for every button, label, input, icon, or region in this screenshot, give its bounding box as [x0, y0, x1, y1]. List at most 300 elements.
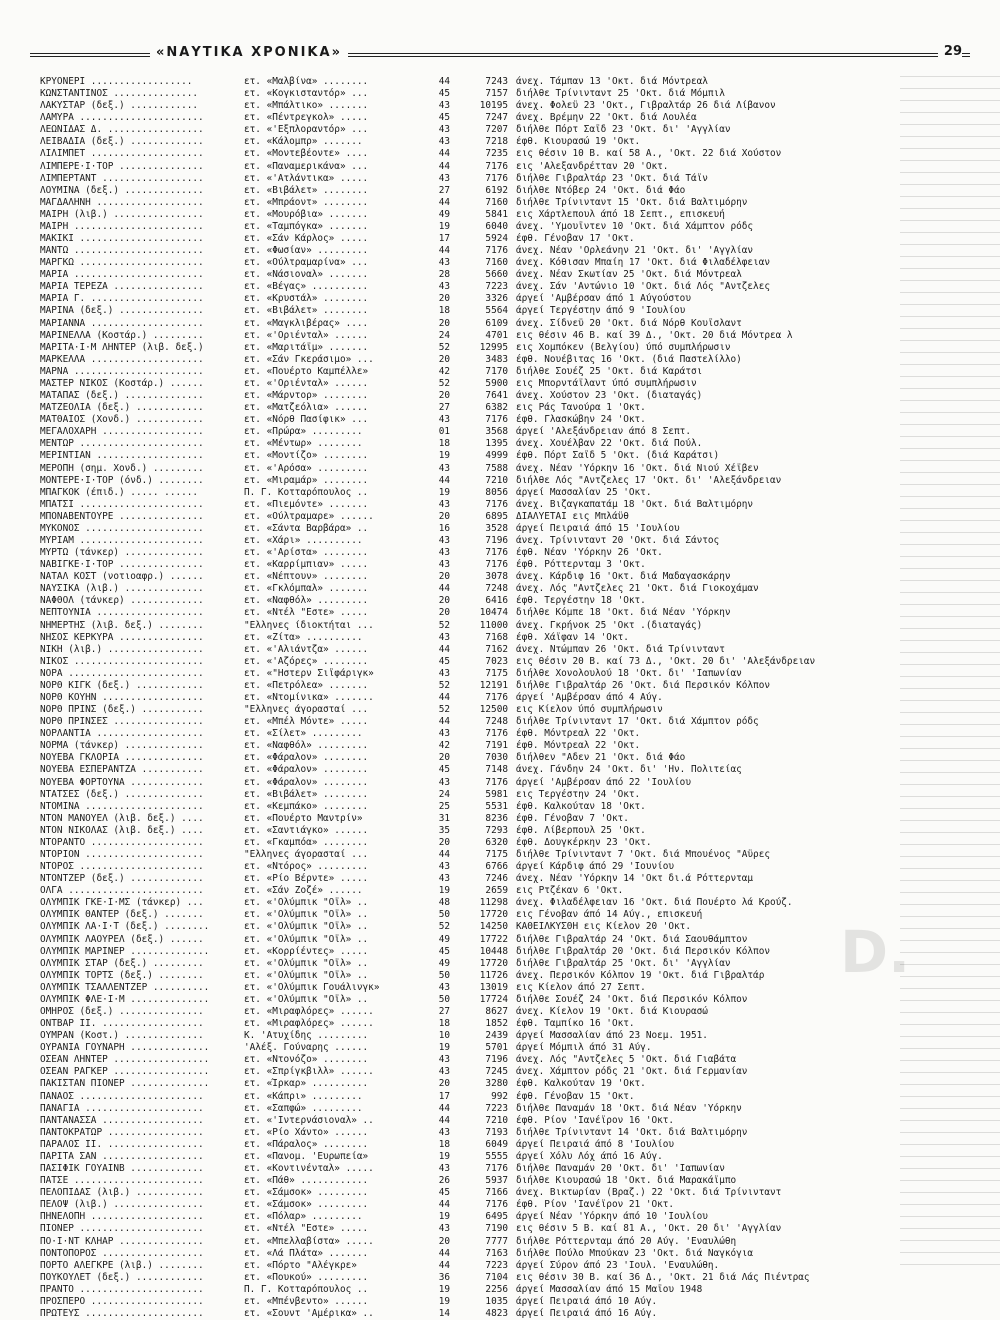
table-row	[40, 1078, 940, 1090]
ship-name: ΟΣΕΑΝ ΡΑΓΚΕΡ .................	[40, 1066, 210, 1078]
ship-tonnage: 20	[438, 1078, 450, 1090]
ship-name: ΜΠΑΤΣΙ ......................	[40, 498, 204, 510]
ship-register: 17720	[479, 957, 508, 969]
table-row	[40, 1260, 940, 1272]
ship-status: άργεί Νέαν 'Υόρκην άπό 10 'Ιουλίου	[516, 1211, 708, 1223]
ship-tonnage: 44	[438, 474, 450, 486]
ship-status: έφθ. Γένοβαν 15 'Οκτ.	[516, 1090, 635, 1102]
ship-register: 5564	[485, 305, 508, 317]
ship-name: ΠΡΟΣΠΕΡΟ ....................	[40, 1295, 204, 1307]
ship-status: εις θέσιν 30 Β. καί 36 Δ., 'Οκτ. 21 διά Λάς Πιέντρας	[516, 1271, 810, 1283]
table-row	[40, 185, 940, 197]
ship-name: ΝΤΟΝ ΝΙΚΟΛΑΣ (λιβ. δεξ.) ....	[40, 824, 204, 836]
ship-name: ΛΕΙΒΑΔΙΑ (δεξ.) .............	[40, 136, 204, 148]
ship-status: άνεχ. Τάμπαν 13 'Οκτ. διά Μόντρεαλ	[516, 76, 708, 87]
ship-status: διήλθε Τρίνινταντ 25 'Οκτ. διά Μόμπιλ	[516, 88, 725, 100]
table-row	[40, 511, 940, 523]
ship-tonnage: 20	[438, 510, 450, 522]
ship-name: ΜΑΡΓΚΩ ......................	[40, 257, 204, 269]
ship-register: 5555	[485, 1150, 508, 1162]
ship-owner: ετ. «'Εξπλοραντόρ» ...	[244, 124, 369, 136]
table-row	[40, 1054, 940, 1066]
table-row	[40, 173, 940, 185]
ship-tonnage: 43	[438, 631, 450, 643]
table-row	[40, 161, 940, 173]
ship-name: ΟΛΓΑ ........................	[40, 885, 204, 897]
ship-register: 3528	[485, 522, 508, 534]
ship-tonnage: 44	[438, 583, 450, 595]
ship-status: άργεί Πειραιά άπό 8 'Ιουλίου	[516, 1138, 675, 1150]
ship-register: 7163	[485, 1247, 508, 1259]
ship-status: διήλθε Κιουρασώ 18 'Οκτ. διά Μαρακάϊμπο	[516, 1175, 737, 1187]
ship-register: 7196	[485, 534, 508, 546]
ship-name: ΝΗΣΟΣ ΚΕΡΚΥΡΑ ...............	[40, 631, 204, 643]
ship-tonnage: 43	[438, 498, 450, 510]
ship-status: εις Τεργέστην 24 'Οκτ.	[516, 788, 641, 800]
ship-register: 7235	[485, 148, 508, 160]
ship-owner: ετ. «Κεμπάκο» ........	[244, 800, 369, 812]
ship-status: εις θέσιν 10 Β. καί 58 Α., 'Οκτ. 22 διά Χούστον	[516, 148, 782, 160]
ship-status: έφθ. Μόντρεαλ 22 'Οκτ.	[516, 740, 641, 752]
ship-owner: ετ. «Λά Πλάτα» .......	[244, 1247, 369, 1259]
ship-register: 6495	[485, 1211, 508, 1223]
page-number: 29	[938, 44, 962, 59]
ship-status: διήλθε Τρίνινταντ 7 'Οκτ. διά Μπουένος "Αϋρες	[516, 849, 770, 860]
ship-register: 6320	[485, 836, 508, 848]
ship-owner: ετ. «'Ατλάντικα» .....	[244, 172, 369, 184]
ship-name: ΜΕΡΟΠΗ (σημ. Χονδ.) .........	[40, 462, 204, 474]
ship-owner: ετ. «Νάσιοναλ» .......	[244, 269, 369, 281]
journal-title: «ΝΑΥΤΙΚΑ ΧΡΟΝΙΚΑ»	[150, 45, 348, 60]
ship-register: 12500	[479, 704, 508, 716]
ship-status: διήλθε Τρίνινταντ 15 'Οκτ. διά Βαλτιμόρην	[516, 196, 748, 208]
ship-owner: ετ. «Πιεμόντε» .......	[244, 498, 369, 510]
ship-owner: ετ. «Μιραμάρ» ........	[244, 474, 369, 486]
ship-tonnage: 20	[438, 1235, 450, 1247]
ship-status: άνεχ. Γκρήνοκ 25 'Οκτ .(διαταγάς)	[516, 619, 703, 631]
ship-tonnage: 19	[438, 1150, 450, 1162]
ship-tonnage: 43	[438, 534, 450, 546]
ship-name: ΜΑΤΘΑΙΟΣ (Χονδ.) ............	[40, 414, 204, 426]
ship-tonnage: 43	[438, 861, 450, 873]
ship-status: άνεχ. Ντώμπαν 26 'Οκτ. διά Τρίνινταντ	[516, 643, 725, 655]
ship-tonnage: 36	[438, 1271, 450, 1283]
ship-tonnage: 44	[438, 716, 450, 728]
ship-tonnage: 52	[438, 921, 450, 933]
ship-owner: ετ. «'Ολύμπικ "Οϊλ» ..	[244, 897, 369, 909]
ship-register: 7777	[485, 1235, 508, 1247]
ship-status: έφθ. Δουγκέρκην 23 'Οκτ.	[516, 836, 652, 848]
ship-name: ΝΤΑΤΣΕΣ (δεξ.) ..............	[40, 788, 204, 800]
ship-tonnage: 20	[438, 752, 450, 764]
ship-name: ΜΑΚΙΚΙ ......................	[40, 233, 204, 245]
ship-owner: ετ. «Κοντινένταλ» .....	[244, 1163, 374, 1175]
ship-tonnage: 19	[438, 1295, 450, 1307]
ship-tonnage: 43	[438, 136, 450, 148]
ship-name: ΠΑΡΙΤΑ ΣΑΝ ..................	[40, 1150, 204, 1162]
ship-status: άνεχ. Κόθισαν Μπαίη 17 'Οκτ. διά Φιλαδέλφειαν	[516, 257, 770, 269]
table-row	[40, 378, 940, 390]
ship-tonnage: 43	[438, 981, 450, 993]
ship-name: ΜΑΡΙΤΑ·Ι·Μ ΛΗΝΤΕΡ (λιβ. δεξ.)	[40, 341, 204, 353]
ship-tonnage: 44	[438, 691, 450, 703]
ship-register: 6416	[485, 595, 508, 607]
ship-tonnage: 43	[438, 776, 450, 788]
ship-register: 7176	[485, 776, 508, 788]
ship-name: ΟΛΥΜΠΙΚ ΜΑΡΙΝΕΡ ..............	[40, 945, 210, 957]
ship-register: 17724	[479, 993, 508, 1005]
ship-status: άργεί Τεργέστην άπό 9 'Ιουλίου	[516, 305, 686, 317]
ship-name: ΜΑΡΙΑ .......................	[40, 269, 204, 281]
ship-register: 7176	[485, 1163, 508, 1175]
ship-register: 7193	[485, 1126, 508, 1138]
ship-register: 10448	[479, 945, 508, 957]
table-row	[40, 1163, 940, 1175]
ship-register: 2256	[485, 1283, 508, 1295]
ship-status: ΔΙΑΛΥΕΤΑΙ εις Μπλάϋθ	[516, 510, 629, 522]
ship-name: ΟΛΥΜΠΙΚ ΤΟΡΤΣ (δεξ.) ........	[40, 969, 204, 981]
table-row	[40, 559, 940, 571]
ship-status: άργεί 'Αλεξάνδρειαν άπό 8 Σεπτ.	[516, 426, 691, 438]
table-row	[40, 1187, 940, 1199]
ship-name: ΝΑΥΣΙΚΑ (λιβ.) ..............	[40, 583, 204, 595]
ship-register: 7176	[485, 245, 508, 257]
ship-name: ΜΑΓΔΑΛΗΝΗ ...................	[40, 196, 204, 208]
ship-tonnage: 26	[438, 1175, 450, 1187]
ship-name: ΝΟΡΘ ΚΙΓΚ (δεξ.) ............	[40, 679, 204, 691]
ship-status: εις Ράς Τανούρα 1 'Οκτ.	[516, 402, 646, 414]
ship-name: ΟΜΗΡΟΣ (δεξ.) ...............	[40, 1006, 204, 1018]
ship-name: ΟΛΥΜΠΙΚ ΤΣΑΛΛΕΝΤΖΕΡ ..........	[40, 981, 210, 993]
ship-name: ΝΙΚΟΣ .......................	[40, 655, 204, 667]
ship-status: άργεί 'Αμβέρσαν άπό 1 Αύγούστου	[516, 293, 691, 305]
ship-status: έφθ. Νέαν 'Υόρκην 26 'Οκτ.	[516, 547, 663, 559]
ship-name: ΜΑΡΙΑ ΤΕΡΕΖΑ ................	[40, 281, 204, 293]
ship-register: 3326	[485, 293, 508, 305]
ship-status: άνεχ. Κίελον 19 'Οκτ. διά Κιουρασώ	[516, 1006, 708, 1018]
table-row	[40, 523, 940, 535]
ship-status: διήλθε Σουέζ 24 'Οκτ. διά Περσικόν Κόλπον	[516, 993, 748, 1005]
ship-owner: ετ. «Σίλετ» .........	[244, 728, 363, 740]
ship-register: 7248	[485, 583, 508, 595]
ship-tonnage: 43	[438, 559, 450, 571]
ship-register: 2439	[485, 1030, 508, 1042]
table-row	[40, 1236, 940, 1248]
ship-register: 10474	[479, 607, 508, 619]
table-row	[40, 1248, 940, 1260]
table-row	[40, 740, 940, 752]
ship-owner: ετ. «'Ολύμπικ "Οϊλ» ..	[244, 957, 369, 969]
ship-status: άνεχ. Φολεϋ 23 'Οκτ., Γιβραλτάρ 26 διά Λίβανον	[516, 100, 776, 112]
ship-name: ΟΥΜΡΑΝ (Κοστ.) ..............	[40, 1030, 204, 1042]
ship-status: άργεί Μόμπιλ άπό 31 Αύγ.	[516, 1042, 652, 1054]
ship-owner: ετ. «Νέπτουν» ........	[244, 571, 369, 583]
ship-name: ΝΟΥΕΒΑ ΕΣΠΕΡΑΝΤΖΑ ...........	[40, 764, 204, 776]
table-row	[40, 994, 940, 1006]
ship-tonnage: 45	[438, 764, 450, 776]
ship-name: ΜΑΝΤΩ .......................	[40, 245, 204, 257]
table-row	[40, 885, 940, 897]
table-row	[40, 764, 940, 776]
ship-name: ΝΤΟΝ ΜΑΝΟΥΕΛ (λιβ. δεξ.) ....	[40, 812, 204, 824]
ship-status: έφθ. Γλασκώβην 24 'Οκτ.	[516, 414, 646, 426]
table-row	[40, 1030, 940, 1042]
ship-tonnage: 20	[438, 595, 450, 607]
ship-owner: ετ. «Σάν Γκεράσιμο» ...	[244, 353, 374, 365]
ship-owner: ετ. «Μαγκλιβέρας» ....	[244, 317, 369, 329]
table-row	[40, 837, 940, 849]
ship-name: ΠΕΛΟΠΙΔΑΣ (λιβ.) ............	[40, 1187, 204, 1199]
ship-tonnage: 19	[438, 486, 450, 498]
ship-tonnage: 44	[438, 148, 450, 160]
ship-owner: ετ. «Γκαμπόα» ........	[244, 836, 369, 848]
table-row	[40, 1091, 940, 1103]
ship-owner: ετ. «'Ολύμπικ "Οϊλ» ..	[244, 921, 369, 933]
ship-name: ΝΤΟΝΤΖΕΡ (δεξ.) .............	[40, 873, 204, 885]
table-row	[40, 438, 940, 450]
ship-status: άργεί Πειραιά άπό 16 Αύγ.	[516, 1307, 658, 1319]
ship-owner: ετ. «Γκλόμπαλ» .......	[244, 583, 369, 595]
ship-register: 5981	[485, 788, 508, 800]
table-row	[40, 897, 940, 909]
ship-owner: ετ. «Κρυστάλ» ........	[244, 293, 369, 305]
ship-name: ΜΟΝΤΕΡΕ·Ι·ΤΟΡ (όνδ.) ........	[40, 474, 204, 486]
ship-list	[40, 76, 940, 1320]
ship-status: ΚΑΘΕΙΛΚΥΣΘΗ εις Κίελον 20 'Οκτ.	[516, 921, 691, 933]
ship-name: ΟΥΡΑΝΙΑ ΓΟΥΝΑΡΗ ..............	[40, 1042, 210, 1054]
ship-register: 7248	[485, 716, 508, 728]
ship-owner: ετ. «Σαπφώ» .........	[244, 1102, 363, 1114]
table-row	[40, 88, 940, 100]
ship-tonnage: 28	[438, 269, 450, 281]
ship-name: ΜΑΤΑΠΑΣ (δεξ.) ..............	[40, 390, 204, 402]
ship-tonnage: 19	[438, 450, 450, 462]
ship-register: 5841	[485, 208, 508, 220]
ship-register: 7207	[485, 124, 508, 136]
table-row	[40, 861, 940, 873]
table-row	[40, 1006, 940, 1018]
ship-status: άνεχ. Νέαν 'Υόρκην 14 'Οκτ δι.ά Ρόττερνταμ	[516, 873, 754, 885]
ship-tonnage: 35	[438, 824, 450, 836]
ship-owner: ετ. «Βιβάλετ» ........	[244, 305, 369, 317]
ship-status: διήλθε Γιβραλτάρ 24 'Οκτ. διά Σαουθάμπτον	[516, 933, 748, 945]
ship-register: 7223	[485, 1259, 508, 1271]
ship-status: εις θέσιν 20 Β. καί 73 Δ., 'Οκτ. 20 δι' 'Αλεξάνδρειαν	[516, 655, 816, 667]
table-row	[40, 1018, 940, 1030]
table-row	[40, 426, 940, 438]
ship-register: 12191	[479, 679, 508, 691]
ship-tonnage: 16	[438, 522, 450, 534]
ship-owner: ετ. «Ντονόζο» ........	[244, 1054, 369, 1066]
table-row	[40, 1284, 940, 1296]
ship-status: διήλθε Γιβραλτάρ 25 'Οκτ. δι' 'Αγγλίαν	[516, 957, 731, 969]
ship-register: 1035	[485, 1295, 508, 1307]
ship-name: ΠΕΛΟΨ (λιβ.) ................	[40, 1199, 204, 1211]
ship-owner: ετ. «Καρρίμπιαν» .....	[244, 559, 369, 571]
ship-register: 6040	[485, 220, 508, 232]
ship-tonnage: 43	[438, 547, 450, 559]
ship-owner: ετ. «Ούλτραμαρε» ......	[244, 510, 374, 522]
ship-owner: ετ. «Πρώρα» .........	[244, 426, 363, 438]
ship-owner: ετ. «Ντέλ "Εστε» .....	[244, 1223, 369, 1235]
table-row	[40, 982, 940, 994]
table-row	[40, 221, 940, 233]
ship-owner: "Ελληνες άγορασταί ...	[244, 849, 369, 860]
ship-register: 7641	[485, 390, 508, 402]
ship-tonnage: 42	[438, 365, 450, 377]
ship-name: ΜΑΣΤΕΡ ΝΙΚΟΣ (Κοστάρ.) ......	[40, 377, 204, 389]
ship-status: έφθ. Κιουρασώ 19 'Οκτ.	[516, 136, 641, 148]
ship-owner: ετ. «Πουκού» .........	[244, 1271, 369, 1283]
ship-register: 4999	[485, 450, 508, 462]
ship-register: 7176	[485, 498, 508, 510]
ship-tonnage: 43	[438, 1223, 450, 1235]
ship-tonnage: 20	[438, 836, 450, 848]
ship-register: 7588	[485, 462, 508, 474]
ship-owner: ετ. «Βιβάλετ» ........	[244, 788, 369, 800]
ship-tonnage: 20	[438, 390, 450, 402]
table-row	[40, 825, 940, 837]
table-row	[40, 680, 940, 692]
ship-owner: ετ. «Ούλτραμαρίνα» ...	[244, 257, 369, 269]
table-row	[40, 801, 940, 813]
table-row	[40, 1103, 940, 1115]
ship-register: 6192	[485, 184, 508, 196]
ship-tonnage: 14	[438, 1307, 450, 1319]
ship-owner: ετ. «Κογκισταντόρ» ...	[244, 88, 369, 100]
ship-tonnage: 20	[438, 293, 450, 305]
ship-owner: "Ελληνες άγορασταί ...	[244, 704, 369, 716]
ship-tonnage: 43	[438, 257, 450, 269]
ship-register: 5660	[485, 269, 508, 281]
ship-register: 7176	[485, 172, 508, 184]
ship-register: 7148	[485, 764, 508, 776]
ship-owner: ετ. «'Οριένταλ» ......	[244, 377, 369, 389]
ship-status: έφθ. Ρόττερνταμ 3 'Οκτ.	[516, 559, 646, 571]
ship-tonnage: 44	[438, 1102, 450, 1114]
table-row	[40, 1042, 940, 1054]
ship-tonnage: 18	[438, 305, 450, 317]
ship-tonnage: 18	[438, 438, 450, 450]
ship-tonnage: 45	[438, 112, 450, 124]
table-row	[40, 257, 940, 269]
table-row	[40, 583, 940, 595]
ship-tonnage: 52	[438, 679, 450, 691]
ship-name: ΠΑΡΑΛΟΣ ΙΙ. .................	[40, 1138, 204, 1150]
ship-tonnage: 43	[438, 281, 450, 293]
ship-register: 2659	[485, 885, 508, 897]
ship-owner: ετ. «Σάν Κάρλος» .....	[244, 233, 369, 245]
ship-status: διήλθε Πόρτ Σαΐδ 23 'Οκτ. δι' 'Αγγλίαν	[516, 124, 731, 136]
ship-name: ΚΩΝΣΤΑΝΤΙΝΟΣ ...............	[40, 88, 199, 100]
ship-owner: Π. Γ. Κοτταρόπουλος ..	[244, 486, 369, 498]
table-row	[40, 1127, 940, 1139]
ship-status: διήλθε Γιβραλτάρ 20 'Οκτ. διά Περσικόν Κόλπον	[516, 945, 770, 957]
ship-status: έφθ. Χάϊφαν 14 'Οκτ.	[516, 631, 629, 643]
ship-owner: ετ. «Φάραλον» ........	[244, 776, 369, 788]
ship-owner: ετ. «Μιραφλόρες» ......	[244, 1018, 374, 1030]
table-row	[40, 668, 940, 680]
ship-register: 7196	[485, 1054, 508, 1066]
ship-register: 7176	[485, 559, 508, 571]
ship-status: άνεχ. Χάμπτον ρόδς 21 'Οκτ. διά Γερμανίαν	[516, 1066, 748, 1078]
ship-owner: ετ. «Σάν Ζοζέ» ......	[244, 885, 363, 897]
ship-register: 7191	[485, 740, 508, 752]
ship-name: ΠΡΩΤΕΥΣ .....................	[40, 1307, 204, 1319]
ship-name: ΜΑΤΖΕΟΛΙΑ (δεξ.) ............	[40, 402, 204, 414]
ship-name: ΠΑΝΑΓΙΑ .....................	[40, 1102, 204, 1114]
table-row	[40, 148, 940, 160]
ship-tonnage: 49	[438, 957, 450, 969]
ship-name: ΝΕΠΤΟΥΝΙΑ ...................	[40, 607, 204, 619]
ship-owner: ετ. «Παναμερικάνα» ...	[244, 160, 369, 172]
ship-status: άνεχ. Βρέμην 22 'Οκτ. διά Λουλέα	[516, 112, 697, 124]
ship-status: άργεί Κάρδιφ άπό 29 'Ιουνίου	[516, 861, 675, 873]
ship-owner: ετ. «Μάρντορ» ........	[244, 390, 369, 402]
ship-name: ΝΑΤΑΛ ΚΟΣΤ (νοτιοαφρ.) ......	[40, 571, 204, 583]
ship-status: έφθ. Γένοβαν 17 'Οκτ.	[516, 233, 635, 245]
ship-tonnage: 43	[438, 414, 450, 426]
table-row	[40, 475, 940, 487]
table-row	[40, 342, 940, 354]
ship-owner: ετ. «Ντέλ "Εστε» .....	[244, 607, 369, 619]
table-row	[40, 921, 940, 933]
ship-register: 13019	[479, 981, 508, 993]
ship-status: άνεχ. Λός "Αντζελες 21 'Οκτ. διά Γιοκοχάμαν	[516, 583, 759, 595]
ship-name: ΠΑΝΤΟΚΡΑΤΩΡ .................	[40, 1126, 204, 1138]
ship-status: διήλθε Παναμάν 20 'Οκτ. δι' 'Ιαπωνίαν	[516, 1163, 725, 1175]
ship-owner: ετ. «Πόρτο "Αλέγκρε»	[244, 1259, 357, 1271]
ship-tonnage: 44	[438, 196, 450, 208]
ship-tonnage: 19	[438, 885, 450, 897]
ship-name: ΠΑΤΣΕ .......................	[40, 1175, 204, 1187]
ship-tonnage: 01	[438, 426, 450, 438]
ship-name: ΝΟΡΛΑΝΤΙΑ ...................	[40, 728, 204, 740]
ship-owner: ετ. «Μοντεβέοντε» ....	[244, 148, 369, 160]
ship-status: άργεί Μασσαλίαν άπό 15 Μαΐου 1948	[516, 1283, 703, 1295]
ship-name: ΝΟΡΑ ........................	[40, 667, 204, 679]
ship-name: ΛΟΥΜΙΝΑ (δεξ.) ..............	[40, 184, 204, 196]
ship-status: άργεί Πειραιά άπό 15 'Ιουλίου	[516, 522, 680, 534]
ship-owner: ετ. «Μπέλ Μόντε» .....	[244, 716, 369, 728]
ship-tonnage: 52	[438, 704, 450, 716]
table-row	[40, 354, 940, 366]
ship-owner: ετ. «'Ολύμπικ "Οϊλ» ..	[244, 969, 369, 981]
ship-status: άνεχ. Φιλαδέλφειαν 16 'Οκτ. διά Πουέρτο λά Κρούζ.	[516, 897, 793, 909]
ship-register: 12995	[479, 341, 508, 353]
ship-tonnage: 45	[438, 945, 450, 957]
ship-name: ΝΤΟΜΙΝΑ .....................	[40, 800, 204, 812]
ship-register: 6109	[485, 317, 508, 329]
ship-tonnage: 52	[438, 377, 450, 389]
ship-status: έφθ. Γένοβαν 7 'Οκτ.	[516, 812, 629, 824]
ship-name: ΟΛΥΜΠΙΚ ΘΑΝΤΕΡ (δεξ.) .......	[40, 909, 204, 921]
ship-status: διήλθε Χονολουλού 18 'Οκτ. δι' 'Ιαπωνίαν	[516, 667, 742, 679]
ship-name: ΝΟΡΘ ΚΟΥΗΝ ..................	[40, 691, 204, 703]
table-row	[40, 777, 940, 789]
ship-owner: ετ. «Μπελλαβίστα» .....	[244, 1235, 374, 1247]
ship-tonnage: 18	[438, 1018, 450, 1030]
ship-status: διήλθε Πούλο Μπούκαν 23 'Οκτ. διά Ναγκόγια	[516, 1247, 754, 1259]
ship-status: εις θέσιν 5 Β. καί 81 Α., 'Οκτ. 20 δι' 'Αγγλίαν	[516, 1223, 782, 1235]
ship-owner: ετ. «Σάντα Βαρβάρα» ..	[244, 522, 369, 534]
ship-owner: ετ. «Πανομ. 'Ευρωπεία»	[244, 1150, 369, 1162]
ship-owner: ετ. «Ρίο Βέρντε» .....	[244, 873, 369, 885]
ship-tonnage: 44	[438, 1114, 450, 1126]
ship-status: έφθ. Ρίον 'Ιανέϊρον 21 'Οκτ.	[516, 1199, 675, 1211]
ship-tonnage: 48	[438, 897, 450, 909]
ship-register: 11000	[479, 619, 508, 631]
